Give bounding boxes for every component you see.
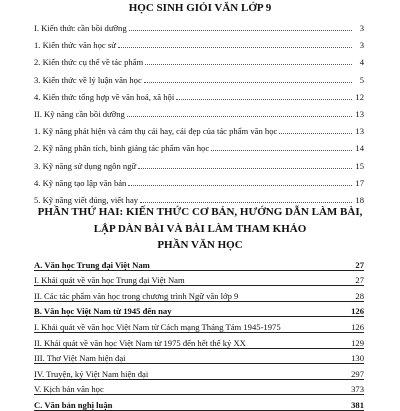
- toc-entry: [34, 317, 364, 333]
- toc-entry-page: 5: [359, 74, 364, 85]
- toc-entry-page: 3: [359, 40, 364, 51]
- toc-entry: [34, 86, 364, 102]
- leader-dots: [140, 202, 352, 203]
- toc-entry-page: 126: [351, 306, 364, 317]
- toc-entry: [34, 51, 364, 67]
- toc-entry-page: 12: [355, 91, 364, 102]
- toc-entry-label: 1. Kiến thức văn học sử: [34, 40, 116, 51]
- toc-entry-page: 14: [355, 143, 364, 154]
- toc-entry-page: 130: [351, 353, 364, 364]
- toc-entry-label: II. Khái quát về văn học Việt Nam từ 1975 đến hết thế kỷ XX: [34, 337, 246, 348]
- toc-entry-page: 4: [359, 57, 364, 68]
- toc-entry-page: 27: [355, 259, 364, 270]
- leader-dots: [176, 99, 352, 100]
- toc-entry-label: 4. Kỹ năng tạo lập văn bản: [34, 177, 127, 188]
- toc-entry-label: B. Văn học Việt Nam từ 1945 đến nay: [34, 306, 172, 317]
- toc-entry-label: I. Khái quát về văn học Trung đại Việt Nam: [34, 275, 185, 286]
- toc-entry: [34, 271, 364, 287]
- toc-entry-label: I. Kiến thức cần bồi dưỡng: [34, 23, 127, 33]
- section-title: PHẦN VĂN HỌC: [157, 239, 243, 251]
- toc-entry: [34, 395, 364, 411]
- part2-title-line2: LẬP DÀN BÀI VÀ BÀI LÀM THAM KHẢO: [93, 223, 307, 235]
- toc-entry-label: 3. Kiến thức về lý luận văn học: [34, 74, 142, 85]
- part1-title: HỌC SINH GIỎI VĂN LỚP 9: [128, 2, 272, 14]
- toc-entry: [34, 172, 364, 188]
- toc-entry-label: 2. Kiến thức cụ thể về tác phẩm: [34, 57, 144, 68]
- toc-entry: [34, 103, 364, 119]
- toc-entry-page: 297: [351, 368, 364, 379]
- toc-entry-label: IV. Truyện, ký Việt Nam hiện đại: [34, 368, 149, 379]
- leader-dots: [129, 30, 352, 31]
- leader-dots: [145, 64, 352, 65]
- toc-entry: [34, 69, 364, 85]
- leader-dots: [118, 47, 352, 48]
- toc-entry-label: II. Kỹ năng cần bồi dưỡng: [34, 109, 125, 119]
- toc-entry: [34, 380, 364, 396]
- toc-entry: [34, 17, 364, 33]
- toc-entry-page: 381: [351, 399, 364, 410]
- toc-entry-page: 129: [351, 337, 364, 348]
- toc-entry-label: 2. Kỹ năng phân tích, bình giảng tác phẩm văn học: [34, 143, 210, 154]
- toc-entry-label: C. Văn bản nghị luận: [34, 399, 113, 410]
- leader-dots: [144, 82, 352, 83]
- part2-title-line1: PHẦN THỨ HAI: KIẾN THỨC CƠ BẢN, HƯỚNG DẪN LÀM BÀI,: [37, 206, 363, 218]
- toc-entry-label: I. Khái quát về văn học Việt Nam từ Cách mạng Tháng Tám 1945-1975: [34, 321, 281, 332]
- toc-entry-page: 28: [355, 290, 364, 301]
- toc-entry-label: 5. Kỹ năng viết đúng, viết hay: [34, 195, 139, 205]
- toc-entry-label: 4. Kiến thức tổng hợp về văn hoá, xã hội: [34, 91, 175, 102]
- leader-dots: [279, 133, 352, 134]
- toc-entry: [34, 333, 364, 349]
- toc-entry-page: 3: [359, 23, 364, 33]
- toc-entry-label: III. Thơ Việt Nam hiện đại: [34, 353, 126, 364]
- toc-entry-page: 126: [351, 321, 364, 332]
- toc-entry-label: 3. Kỹ năng sử dụng ngôn ngữ: [34, 160, 137, 171]
- toc-entry-label: V. Kịch bản văn học: [34, 384, 104, 395]
- toc-entry-page: 373: [351, 384, 364, 395]
- toc-entry: [34, 302, 364, 318]
- toc-entry-page: 13: [355, 126, 364, 137]
- toc-entry-page: 17: [355, 177, 364, 188]
- toc-entry: [34, 349, 364, 365]
- toc-entry: [34, 286, 364, 302]
- leader-dots: [138, 168, 352, 169]
- toc-entry: [34, 155, 364, 171]
- leader-dots: [211, 150, 352, 151]
- toc-entry-label: A. Văn học Trung đại Việt Nam: [34, 259, 150, 270]
- part2-toc-list: [34, 255, 364, 411]
- leader-dots: [128, 185, 352, 186]
- toc-entry: [34, 34, 364, 50]
- toc-entry-page: 18: [355, 195, 364, 205]
- toc-entry-label: II. Các tác phẩm văn học trong chương trình Ngữ văn lớp 9: [34, 290, 239, 301]
- toc-entry: [34, 189, 364, 205]
- toc-entry: [34, 255, 364, 271]
- toc-entry-page: 15: [355, 160, 364, 171]
- toc-entry: [34, 120, 364, 136]
- toc-entry: [34, 137, 364, 153]
- toc-entry-page: 27: [355, 275, 364, 286]
- toc-entry: [34, 364, 364, 380]
- toc-entry-label: 1. Kỹ năng phát hiện và cảm thụ cái hay, cái đẹp của tác phẩm văn học: [34, 126, 278, 137]
- toc-entry-page: 13: [355, 109, 364, 119]
- leader-dots: [127, 116, 352, 117]
